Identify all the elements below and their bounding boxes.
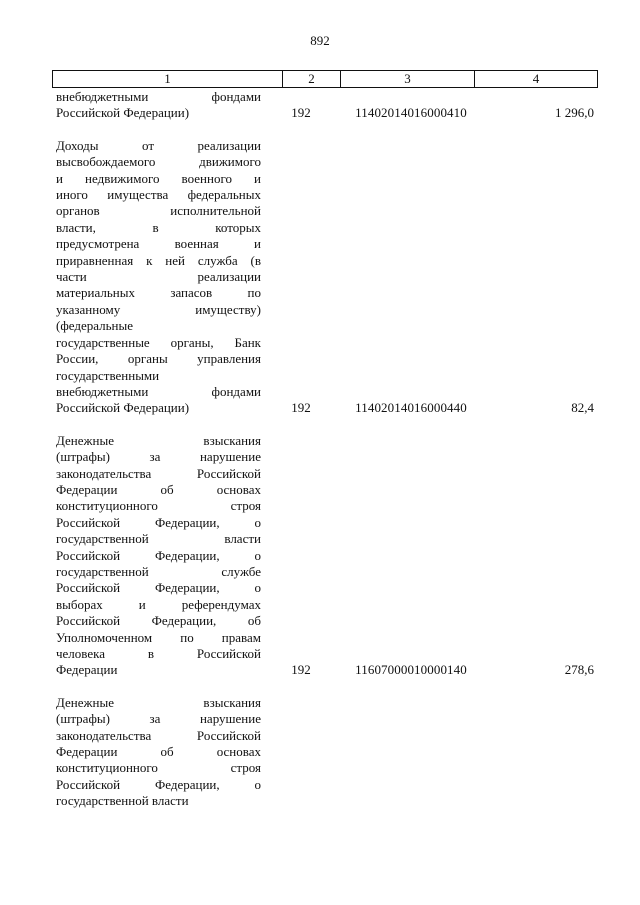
description-line: законодательства Российской bbox=[56, 465, 261, 481]
row-admin-code: 192 bbox=[291, 662, 311, 678]
description-line: законодательства Российской bbox=[56, 727, 261, 743]
description-line: государственной власти bbox=[56, 793, 189, 809]
header-col-2: 2 bbox=[283, 71, 341, 88]
description-line: (федеральные bbox=[56, 318, 133, 334]
description-line: власти, в которых bbox=[56, 219, 261, 235]
description-line: органов исполнительной bbox=[56, 203, 261, 219]
description-line: выборах и референдумах bbox=[56, 596, 261, 612]
header-col-3: 3 bbox=[341, 71, 475, 88]
description-line: Российской Федерации, о bbox=[56, 514, 261, 530]
description-line: государственные органы, Банк bbox=[56, 334, 261, 350]
row-description bbox=[56, 138, 261, 417]
description-line: указанному имуществу) bbox=[56, 301, 261, 317]
description-line: материальных запасов по bbox=[56, 285, 261, 301]
description-line: части реализации bbox=[56, 269, 261, 285]
description-line: внебюджетными фондами bbox=[56, 89, 261, 104]
table-body bbox=[52, 89, 598, 826]
description-line: Денежные взыскания bbox=[56, 694, 261, 710]
description-line: Денежные взыскания bbox=[56, 432, 261, 448]
description-line: Российской Федерации, об bbox=[56, 613, 261, 629]
description-line: предусмотрена военная и bbox=[56, 236, 261, 252]
row-description bbox=[56, 695, 261, 810]
description-line: конституционного строя bbox=[56, 498, 261, 514]
row-amount: 1 296,0 bbox=[555, 105, 594, 121]
description-line: России, органы управления bbox=[56, 351, 261, 367]
table-row bbox=[52, 89, 598, 122]
description-line: государственной власти bbox=[56, 531, 261, 547]
description-line: государственными bbox=[56, 367, 160, 383]
table-header bbox=[52, 70, 598, 88]
row-classification-code: 11607000010000140 bbox=[355, 662, 467, 678]
description-line: Федерации об основах bbox=[56, 481, 261, 497]
description-line: Российской Федерации, о bbox=[56, 776, 261, 792]
row-classification-code: 11402014016000440 bbox=[355, 400, 467, 416]
row-amount: 278,6 bbox=[564, 662, 594, 678]
description-line: иного имущества федеральных bbox=[56, 187, 261, 203]
description-line: (штрафы) за нарушение bbox=[56, 711, 261, 727]
description-line: высвобождаемого движимого bbox=[56, 154, 261, 170]
description-line: Федерации об основах bbox=[56, 744, 261, 760]
row-admin-code: 192 bbox=[291, 105, 311, 121]
row-amount: 82,4 bbox=[571, 400, 594, 416]
row-description bbox=[56, 89, 261, 122]
description-line: (штрафы) за нарушение bbox=[56, 449, 261, 465]
header-col-1: 1 bbox=[53, 71, 283, 88]
table-row bbox=[52, 433, 598, 679]
page-number: 892 bbox=[310, 33, 330, 48]
description-line: человека в Российской bbox=[56, 646, 261, 661]
description-line: внебюджетными фондами bbox=[56, 383, 261, 399]
description-line: государственной службе bbox=[56, 563, 261, 579]
description-line: Российской Федерации) bbox=[56, 105, 190, 121]
description-line: и недвижимого военного и bbox=[56, 170, 261, 186]
description-line: Доходы от реализации bbox=[56, 137, 261, 153]
description-line: конституционного строя bbox=[56, 760, 261, 776]
description-line: приравненная к ней служба (в bbox=[56, 252, 261, 268]
description-line: Российской Федерации) bbox=[56, 400, 190, 416]
table-row bbox=[52, 695, 598, 810]
row-classification-code: 11402014016000410 bbox=[355, 105, 467, 121]
header-col-4: 4 bbox=[475, 71, 598, 88]
description-line: Российской Федерации, о bbox=[56, 547, 261, 563]
row-admin-code: 192 bbox=[291, 400, 311, 416]
row-description bbox=[56, 433, 261, 679]
description-line: Уполномоченном по правам bbox=[56, 629, 261, 645]
table-row bbox=[52, 138, 598, 417]
description-line: Российской Федерации, о bbox=[56, 580, 261, 596]
description-line: Федерации bbox=[56, 662, 118, 678]
